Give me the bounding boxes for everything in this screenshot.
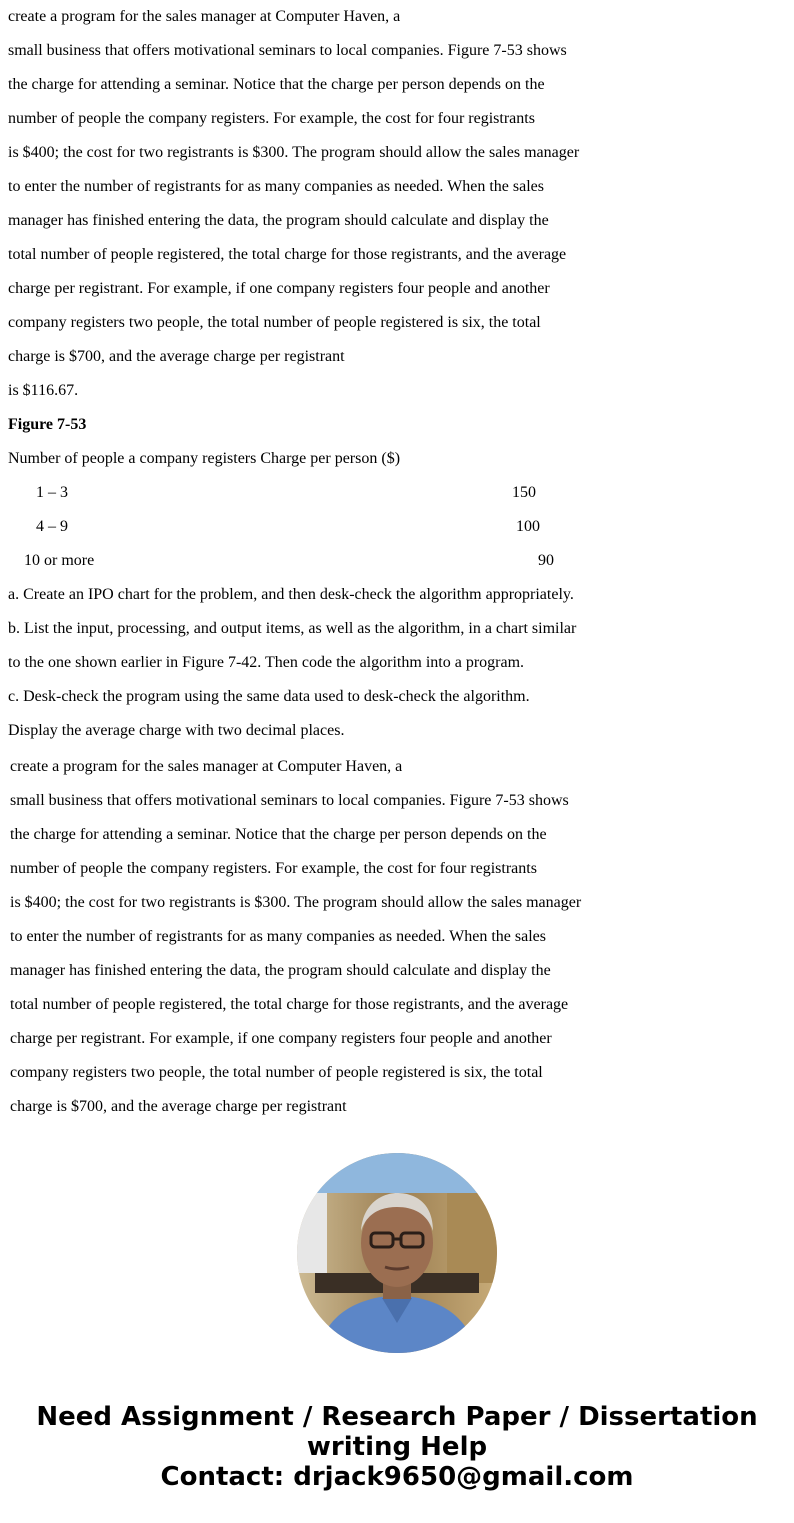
- intro-line: total number of people registered, the total charge for those registrants, and the average: [8, 246, 567, 263]
- repeat-line: charge per registrant. For example, if one company registers four people and another: [10, 1030, 552, 1047]
- intro-line: small business that offers motivational seminars to local companies. Figure 7-53 shows: [8, 42, 567, 59]
- repeat-line: total number of people registered, the total charge for those registrants, and the average: [10, 996, 569, 1013]
- intro-line: to enter the number of registrants for as many companies as needed. When the sales: [8, 178, 544, 195]
- task-line: b. List the input, processing, and output items, as well as the algorithm, in a chart similar: [8, 620, 577, 637]
- promo-contact: Contact: drjack9650@gmail.com: [160, 1462, 634, 1492]
- repeat-line: number of people the company registers. For example, the cost for four registrants: [10, 860, 537, 877]
- repeat-line: small business that offers motivational seminars to local companies. Figure 7-53 shows: [10, 792, 569, 809]
- intro-line: the charge for attending a seminar. Notice that the charge per person depends on the: [8, 76, 545, 93]
- promo-line-2: writing Help: [306, 1432, 488, 1462]
- intro-line: charge per registrant. For example, if one company registers four people and another: [8, 280, 550, 297]
- repeat-line: to enter the number of registrants for as many companies as needed. When the sales: [10, 928, 546, 945]
- table-cell-charge: 150: [512, 484, 536, 501]
- intro-line: create a program for the sales manager at Computer Haven, a: [8, 8, 401, 25]
- problem-text: [8, 0, 788, 748]
- repeated-problem-text: [10, 750, 790, 1124]
- table-cell-range: 1 – 3: [36, 484, 68, 501]
- intro-line: is $400; the cost for two registrants is $300. The program should allow the sales manager: [8, 144, 580, 161]
- table-row: [8, 544, 788, 578]
- repeat-line: manager has finished entering the data, the program should calculate and display the: [10, 962, 551, 979]
- figure-title: Figure 7-53: [8, 416, 87, 433]
- intro-line: number of people the company registers. For example, the cost for four registrants: [8, 110, 535, 127]
- repeat-line: the charge for attending a seminar. Notice that the charge per person depends on the: [10, 826, 547, 843]
- intro-line: company registers two people, the total number of people registered is six, the total: [8, 314, 541, 331]
- repeat-line: charge is $700, and the average charge per registrant: [10, 1098, 347, 1115]
- table-cell-charge: 90: [538, 552, 554, 569]
- promo-footer: [0, 1402, 794, 1492]
- repeat-line: company registers two people, the total number of people registered is six, the total: [10, 1064, 543, 1081]
- intro-line: is $116.67.: [8, 382, 79, 399]
- repeat-line: is $400; the cost for two registrants is $300. The program should allow the sales manager: [10, 894, 582, 911]
- intro-line: manager has finished entering the data, the program should calculate and display the: [8, 212, 549, 229]
- table-cell-charge: 100: [516, 518, 540, 535]
- table-header: Number of people a company registers Charge per person ($): [8, 450, 401, 467]
- table-cell-range: 4 – 9: [36, 518, 68, 535]
- table-row: [8, 476, 788, 510]
- task-line: to the one shown earlier in Figure 7-42. Then code the algorithm into a program.: [8, 654, 525, 671]
- intro-line: charge is $700, and the average charge per registrant: [8, 348, 345, 365]
- task-line: a. Create an IPO chart for the problem, and then desk-check the algorithm appropriately.: [8, 586, 574, 603]
- repeat-line: create a program for the sales manager at Computer Haven, a: [10, 758, 403, 775]
- promo-line-1: Need Assignment / Research Paper / Dissertation: [36, 1402, 758, 1432]
- table-row: [8, 510, 788, 544]
- task-line: c. Desk-check the program using the same data used to desk-check the algorithm.: [8, 688, 530, 705]
- person-photo-icon: [297, 1153, 497, 1353]
- table-cell-range: 10 or more: [24, 552, 95, 569]
- task-line: Display the average charge with two decimal places.: [8, 722, 345, 739]
- avatar: [297, 1153, 497, 1353]
